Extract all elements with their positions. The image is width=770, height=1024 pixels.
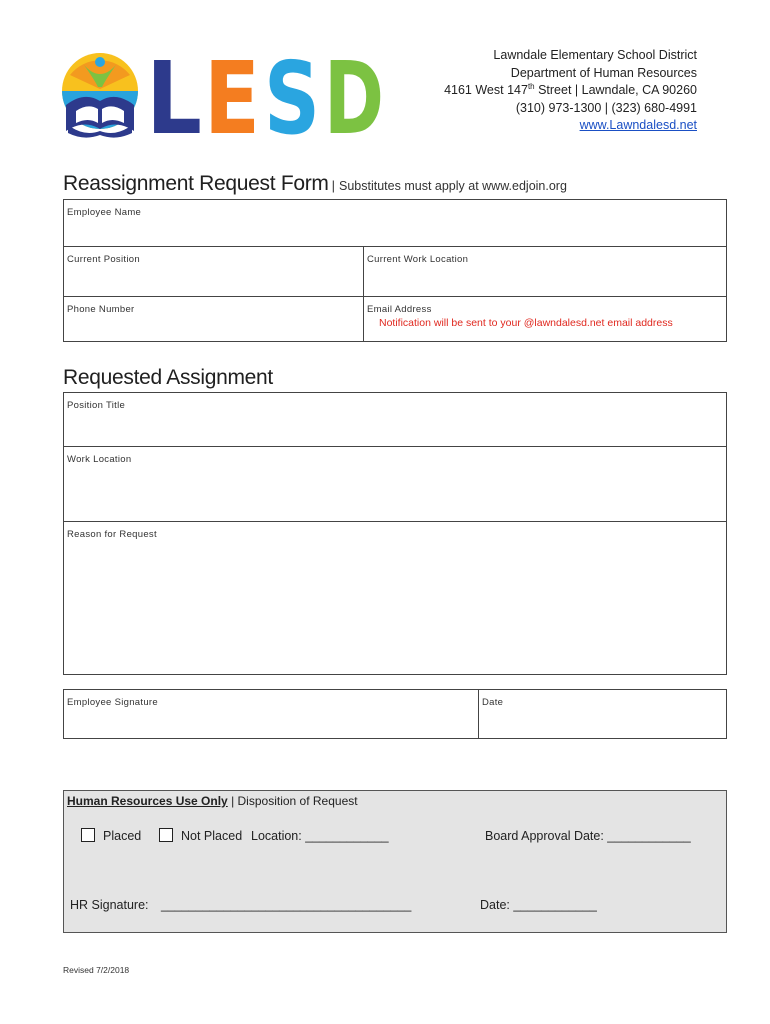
street-address: [444, 82, 697, 100]
employee-info-table: [63, 199, 727, 342]
logo-letter-l: L: [146, 40, 202, 157]
signature-date-field[interactable]: [478, 690, 726, 738]
hr-heading: [67, 794, 358, 808]
placed-option[interactable]: [81, 828, 141, 843]
position-title-field[interactable]: [64, 393, 726, 446]
current-work-location-field[interactable]: [363, 247, 726, 296]
website-link[interactable]: www.Lawndalesd.net: [579, 118, 697, 132]
phone-numbers: (310) 973-1300 | (323) 680-4991: [515, 100, 697, 115]
street-ordinal: th: [527, 81, 535, 91]
revision-date: Revised 7/2/2018: [63, 965, 130, 975]
hr-signature-label: HR Signature:: [70, 898, 149, 912]
current-position-label: Current Position: [67, 254, 140, 265]
phone-number-field[interactable]: [64, 297, 363, 341]
logo-letter-d: D: [324, 40, 384, 157]
email-address-field[interactable]: [363, 297, 726, 341]
requested-assignment-title-row: [63, 366, 273, 390]
street-address-start: 4161 West 147: [444, 83, 528, 97]
hr-signature-line[interactable]: ____________________________________: [161, 898, 412, 912]
email-notification-notice: Notification will be sent to your @lawndalesd.net email address: [379, 317, 673, 329]
employee-name-label: Employee Name: [67, 207, 142, 218]
emblem-icon: [62, 53, 138, 138]
placed-label: Placed: [103, 829, 142, 843]
not-placed-checkbox[interactable]: [159, 828, 173, 842]
hr-heading-rest: | Disposition of Request: [227, 794, 358, 808]
position-title-row: [64, 393, 726, 446]
work-location-label: Work Location: [67, 454, 132, 465]
current-work-location-label: Current Work Location: [367, 254, 469, 265]
signature-row: [64, 690, 726, 738]
board-approval-date-field[interactable]: Board Approval Date: ____________: [485, 829, 691, 843]
work-location-row: [64, 446, 726, 521]
employee-name-row: [64, 200, 726, 246]
form-title: Reassignment Request Form: [63, 172, 329, 195]
current-position-field[interactable]: [64, 247, 363, 296]
signature-table: [63, 689, 727, 739]
hr-heading-bold: Human Resources Use Only: [67, 794, 228, 808]
employee-signature-field[interactable]: [64, 690, 478, 738]
hr-date-field[interactable]: Date: ____________: [480, 898, 597, 912]
employee-name-field[interactable]: [64, 200, 726, 246]
phone-number-label: Phone Number: [67, 304, 135, 315]
department-name: Department of Human Resources: [510, 65, 697, 80]
hr-use-only-box: [63, 790, 727, 933]
reason-for-request-field[interactable]: [64, 522, 726, 674]
street-address-end: Street | Lawndale, CA 90260: [534, 83, 697, 97]
not-placed-label: Not Placed: [181, 829, 243, 843]
requested-assignment-title: Requested Assignment: [63, 366, 273, 389]
email-address-label: Email Address: [367, 304, 432, 315]
district-name: Lawndale Elementary School District: [493, 48, 697, 62]
form-title-row: [63, 172, 567, 196]
logo-letter-s: S: [264, 40, 320, 157]
signature-date-label: Date: [482, 697, 504, 708]
logo-letter-e: E: [204, 40, 260, 157]
position-title-label: Position Title: [67, 400, 126, 411]
position-row: [64, 246, 726, 296]
district-logo: [62, 40, 387, 157]
location-field[interactable]: Location: ____________: [251, 829, 389, 843]
substitute-note: Substitutes must apply at www.edjoin.org: [339, 179, 567, 193]
work-location-field[interactable]: [64, 447, 726, 521]
employee-signature-label: Employee Signature: [67, 697, 158, 708]
not-placed-option[interactable]: [159, 828, 242, 843]
district-address-block: [444, 47, 697, 135]
placed-checkbox[interactable]: [81, 828, 95, 842]
reason-row: [64, 521, 726, 674]
contact-row: [64, 296, 726, 341]
title-separator: |: [331, 178, 336, 193]
requested-assignment-table: [63, 392, 727, 675]
reason-for-request-label: Reason for Request: [67, 529, 157, 540]
lesd-logo-graphic: [62, 40, 387, 157]
